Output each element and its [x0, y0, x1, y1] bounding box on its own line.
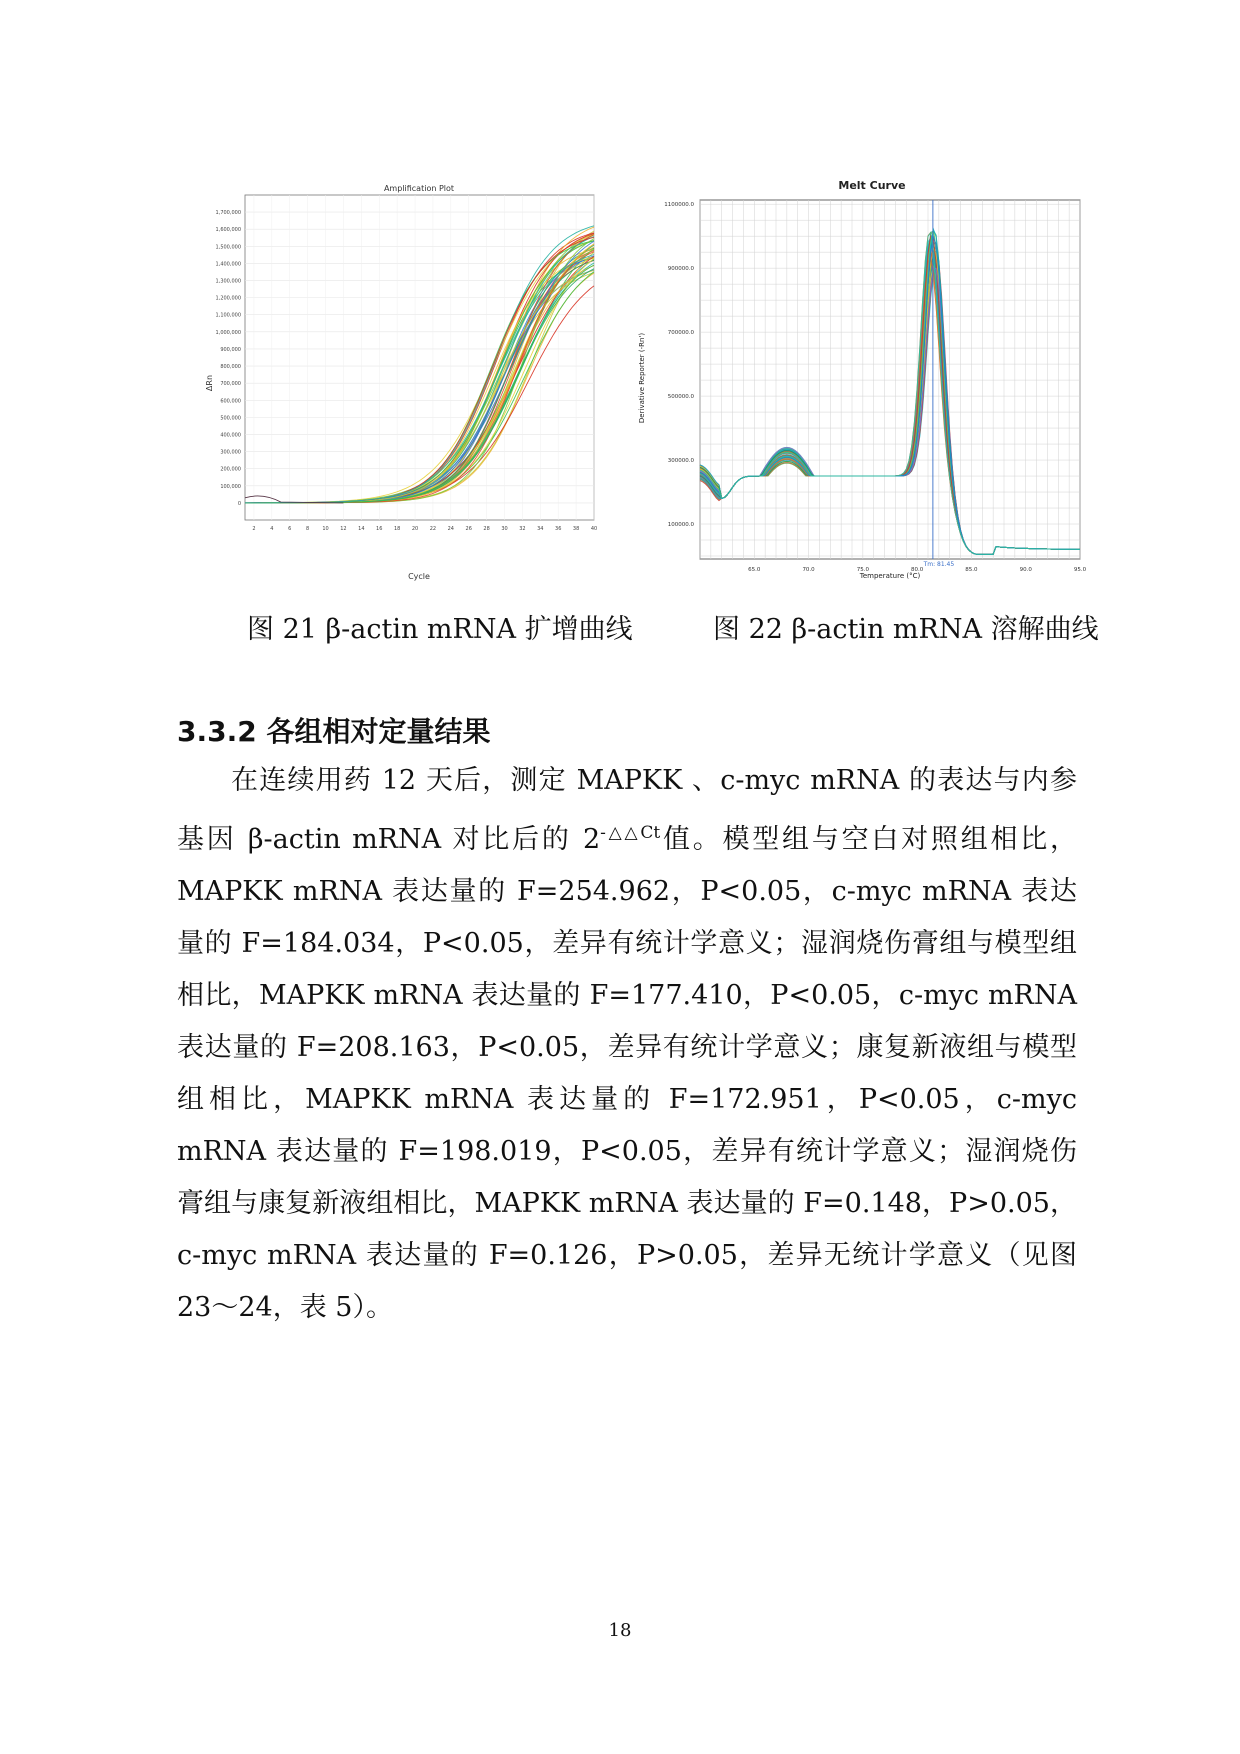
amp-x-tick-label: 12 [340, 526, 347, 532]
melt-x-tick-label: 65.0 [748, 567, 761, 573]
amp-y-tick-label: 1,400,000 [215, 261, 241, 268]
melt-x-tick-label: 80.0 [911, 567, 924, 573]
amp-x-tick-label: 14 [358, 526, 365, 532]
amp-x-tick-label: 4 [270, 526, 274, 532]
amp-y-tick-label: 1,000,000 [215, 329, 241, 336]
amp-x-tick-label: 34 [537, 526, 544, 532]
amp-x-ticks [252, 526, 597, 532]
amp-y-tick-label: 500,000 [220, 415, 241, 422]
amp-x-tick-label: 20 [411, 526, 419, 532]
amp-y-tick-label: 1,600,000 [215, 227, 241, 234]
melt-x-tick-label: 70.0 [802, 567, 815, 573]
melt-tm-label: Tm: 81.45 [923, 561, 955, 568]
amp-x-tick-label: 24 [447, 526, 455, 532]
melt-y-tick-label: 300000.0 [667, 458, 694, 465]
amp-x-tick-label: 18 [393, 526, 401, 532]
melt-ylabel: Derivative Reporter (-Rn') [638, 332, 646, 424]
melt-plot-area [700, 200, 1080, 559]
page-number: 18 [608, 1620, 632, 1641]
amplification-plot [200, 180, 610, 590]
melt-x-tick-label: 75.0 [856, 567, 869, 573]
amp-x-tick-label: 40 [590, 526, 598, 532]
amp-y-tick-label: 400,000 [220, 432, 241, 439]
amp-y-tick-label: 1,500,000 [215, 244, 241, 251]
amp-x-tick-label: 26 [465, 526, 472, 532]
amp-y-tick-label: 900,000 [220, 346, 241, 353]
amp-x-tick-label: 30 [501, 526, 508, 532]
melt-title: Melt Curve [838, 179, 906, 192]
melt-curve-plot [632, 178, 1092, 590]
melt-x-tick-label: 95.0 [1073, 567, 1087, 573]
melt-y-tick-label: 100000.0 [667, 522, 694, 529]
melt-y-tick-label: 900000.0 [667, 266, 694, 273]
amp-y-tick-label: 1,700,000 [215, 210, 241, 217]
amp-x-tick-label: 28 [483, 526, 490, 532]
amp-xlabel: Cycle [408, 572, 430, 581]
amp-x-tick-label: 32 [519, 526, 526, 532]
amp-ylabel: ΔRn [205, 374, 214, 392]
amp-y-tick-label: 1,300,000 [215, 278, 241, 285]
amp-title: Amplification Plot [383, 184, 455, 193]
melt-y-tick-label: 500000.0 [667, 394, 694, 401]
amp-y-tick-label: 800,000 [220, 364, 241, 371]
amp-x-tick-label: 10 [322, 526, 329, 532]
section-heading: 3.3.2 各组相对定量结果 [177, 715, 491, 748]
results-text [177, 755, 1077, 1334]
melt-y-ticks [664, 202, 694, 528]
amp-y-tick-label: 300,000 [220, 449, 241, 456]
amp-y-tick-label: 100,000 [220, 483, 241, 490]
body-paragraph [177, 755, 1077, 1334]
melt-xlabel: Temperature (°C) [859, 572, 921, 580]
amp-x-tick-label: 36 [555, 526, 562, 532]
amp-y-tick-label: 600,000 [220, 398, 241, 405]
results-text-part-a: 在连续用药 12 天后，测定 MAPKK 、c-myc mRNA 的表达与内参基因 β-actin mRNA 对比后的 2 [177, 765, 1077, 855]
amp-y-tick-label: 0 [237, 500, 241, 507]
figure-21-caption: 图 21 β-actin mRNA 扩增曲线 [247, 614, 633, 645]
amp-y-tick-label: 200,000 [220, 466, 241, 473]
amp-plot-area [245, 195, 594, 520]
amp-x-tick-label: 2 [252, 526, 256, 532]
amp-x-tick-label: 16 [376, 526, 383, 532]
delta-ct-superscript: -△△Ct [600, 823, 661, 843]
amp-y-tick-label: 700,000 [220, 381, 241, 388]
figure-22-caption: 图 22 β-actin mRNA 溶解曲线 [713, 614, 1099, 645]
amp-y-ticks [216, 210, 241, 507]
amp-y-tick-label: 1,100,000 [215, 312, 241, 319]
melt-x-tick-label: 90.0 [1019, 567, 1032, 573]
amp-x-tick-label: 38 [572, 526, 580, 532]
melt-y-tick-label: 1100000.0 [664, 202, 694, 209]
amp-x-tick-label: 6 [288, 526, 292, 532]
melt-y-tick-label: 700000.0 [667, 330, 694, 337]
results-text-part-b: 值。模型组与空白对照组相比，MAPKK mRNA 表达量的 F=254.962，P<0.05，c-myc mRNA 表达量的 F=184.034，P<0.05，差异有统计学意义；湿润烧伤膏组与模型组相比，MAPKK mRNA 表达量的 F=177.410，P<0.05，c-myc mRNA 表达量的 F=208.163，P<0.05，差异有统计学意义；康复新液组与模型组相比，MAPKK mRNA 表达量的 F=172.951，P<0.05，c-myc mRNA 表达量的 F=198.019，P<0.05，差异有统计学意义；湿润烧伤膏组与康复新液组相比，MAPKK mRNA 表达量的 F=0.148，P>0.05，c-myc mRNA 表达量的 F=0.126，P>0.05，差异无统计学意义（见图 23～24，表 5）。 [177, 824, 1078, 1323]
melt-x-tick-label: 85.0 [965, 567, 978, 573]
amp-x-tick-label: 22 [429, 526, 437, 532]
amp-x-tick-label: 8 [306, 526, 310, 532]
amp-y-tick-label: 1,200,000 [215, 295, 241, 302]
